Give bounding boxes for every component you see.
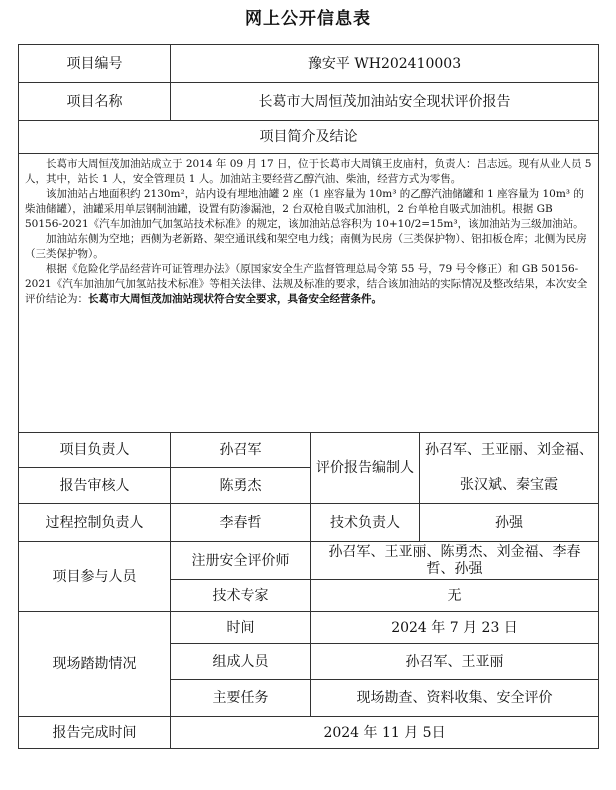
expert-value: 无 [311,580,599,612]
compiler-line-2: 张汉斌、秦宝霞 [460,477,559,493]
survey-members-label: 组成人员 [171,644,311,680]
survey-tasks-label: 主要任务 [171,680,311,717]
row-summary [19,154,599,433]
compiler-value [420,433,599,504]
row-summary-heading [19,121,599,154]
completion-label: 报告完成时间 [19,717,171,749]
compiler-label: 评价报告编制人 [311,433,420,504]
row-survey-time [19,612,599,644]
summary-conclusion: 长葛市大周恒茂加油站现状符合安全要求，具备安全经营条件。 [88,293,382,305]
evaluators-value: 孙召军、王亚丽、陈勇杰、刘金福、李春哲、孙强 [311,542,599,580]
summary-paragraph-4-text: 根据《危险化学品经营许可证管理办法》（原国家安全生产监督管理总局令第 55 号，79 号令修正）和 GB 50156-2021《汽车加油加气加氢站技术标准》等相关法律、法规及标准的要求，结合该加油站的实际情况及整改结果，本次安全评价结论为： [25,263,588,305]
survey-time-label: 时间 [171,612,311,644]
summary-paragraph-1: 长葛市大周恒茂加油站成立于 2014 年 09 月 17 日，位于长葛市大周镇王皮庙村，负责人：吕志远。现有从业人员 5 人，其中，站长 1 人，安全管理员 1 人。加油站主要经营乙醇汽油、柴油，经营方式为零售。 [25,158,592,185]
summary-heading: 项目简介及结论 [19,121,599,154]
reviewer-value: 陈勇杰 [171,468,311,504]
tech-label: 技术负责人 [311,504,420,542]
reviewer-label: 报告审核人 [19,468,171,504]
leader-label: 项目负责人 [19,433,171,468]
survey-time-value: 2024 年 7 月 23 日 [311,612,599,644]
survey-members-value: 孙召军、王亚丽 [311,644,599,680]
survey-label: 现场踏勘情况 [19,612,171,717]
leader-value: 孙召军 [171,433,311,468]
tech-value: 孙强 [420,504,599,542]
process-value: 李春哲 [171,504,311,542]
participants-label: 项目参与人员 [19,542,171,612]
project-name-label: 项目名称 [19,83,171,121]
process-label: 过程控制负责人 [19,504,171,542]
page-title: 网上公开信息表 [245,9,371,29]
compiler-line-1: 孙召军、王亚丽、刘金福、 [425,442,594,458]
row-evaluators [19,542,599,580]
survey-tasks-value: 现场勘查、资料收集、安全评价 [311,680,599,717]
summary-paragraph-2: 该加油站占地面积约 2130m²，站内设有埋地油罐 2 座（1 座容量为 10m³ 的乙醇汽油储罐和 1 座容量为 10m³ 的柴油储罐），油罐采用单层钢制油罐，设置有防渗漏池，2 台双枪自吸式加油机，2 台单枪自吸式加油机。根据 GB 50156-2021《汽车加油加气加氢站技术标准》的规定，该加油站总容积为 10+10/2=15m³，该加油站为三级加油站。 [25,188,584,230]
expert-label: 技术专家 [171,580,311,612]
project-name-value: 长葛市大周恒茂加油站安全现状评价报告 [171,83,599,121]
summary-paragraph-4 [25,262,592,307]
info-table [18,44,599,749]
row-project-no [19,45,599,83]
row-completion [19,717,599,749]
completion-value: 2024 年 11 月 5日 [171,717,599,749]
evaluator-label: 注册安全评价师 [171,542,311,580]
row-leader [19,433,599,468]
project-no-value: 豫安平 WH202410003 [171,45,599,83]
row-project-name [19,83,599,121]
project-no-label: 项目编号 [19,45,171,83]
summary-text [19,154,599,433]
row-process [19,504,599,542]
summary-paragraph-3: 加油站东侧为空地；西侧为老新路、架空通讯线和架空电力线；南侧为民房（三类保护物）、铝扣板仓库；北侧为民房（三类保护物）。 [25,233,587,260]
